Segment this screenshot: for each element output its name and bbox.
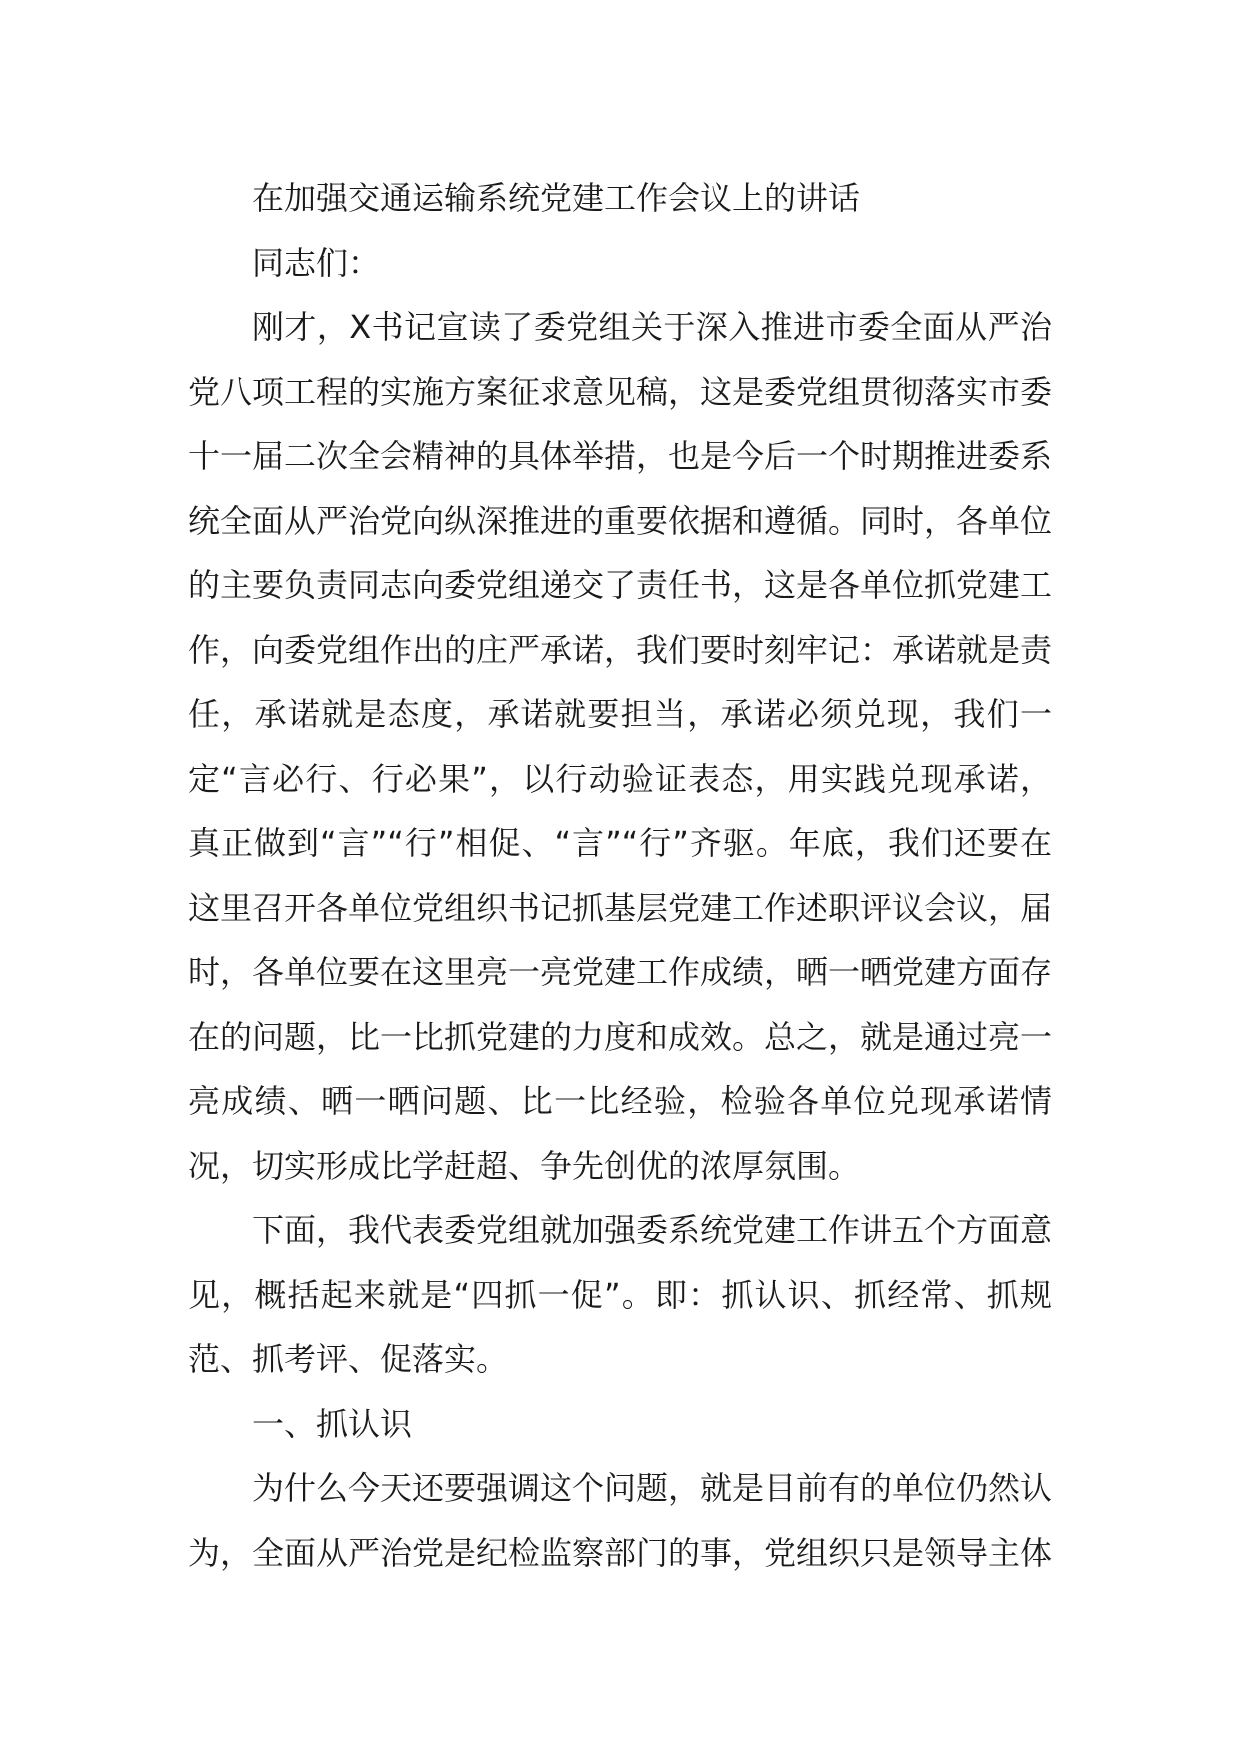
- document-body: [188, 166, 1052, 1585]
- body-paragraph-1: 刚才，X书记宣读了委党组关于深入推进市委全面从严治党八项工程的实施方案征求意见稿，这是委党组贯彻落实市委十一届二次全会精神的具体举措，也是今后一个时期推进委系统全面从严治党向纵深推进的重要依据和遵循。同时，各单位的主要负责同志向委党组递交了责任书，这是各单位抓党建工作，向委党组作出的庄严承诺，我们要时刻牢记：承诺就是责任，承诺就是态度，承诺就要担当，承诺必须兑现，我们一定“言必行、行必果”，以行动验证表态，用实践兑现承诺，真正做到“言”“行”相促、“言”“行”齐驱。年底，我们还要在这里召开各单位党组织书记抓基层党建工作述职评议会议，届时，各单位要在这里亮一亮党建工作成绩，晒一晒党建方面存在的问题，比一比抓党建的力度和成效。总之，就是通过亮一亮成绩、晒一晒问题、比一比经验，检验各单位兑现承诺情况，切实形成比学赶超、争先创优的浓厚氛围。: [188, 308, 1053, 1185]
- body-paragraph-2: 下面，我代表委党组就加强委系统党建工作讲五个方面意见，概括起来就是“四抓一促”。即：抓认识、抓经常、抓规范、抓考评、促落实。: [188, 1211, 1053, 1378]
- document-title: 在加强交通运输系统党建工作会议上的讲话: [252, 179, 861, 217]
- section-heading: 一、抓认识: [252, 1404, 413, 1443]
- greeting: 同志们：: [252, 243, 381, 282]
- section-paragraph: 为什么今天还要强调这个问题，就是目前有的单位仍然认为，全面从严治党是纪检监察部门的事，党组织只是领导主体: [188, 1469, 1053, 1572]
